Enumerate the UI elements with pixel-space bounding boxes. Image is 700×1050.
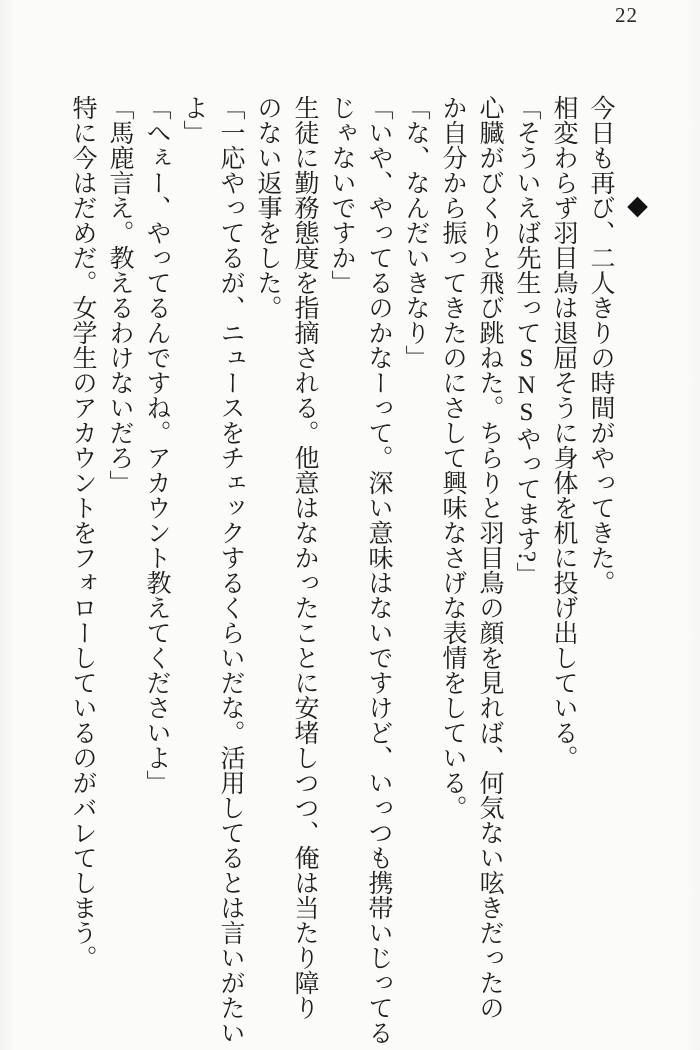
text-column: よ」 [180,95,207,145]
text-column: 「一応やってるが、ニュースをチェックするくらいだな。活用してるとは言いがたい [217,95,244,1045]
vertical-text-area [64,95,656,1047]
text-column: か自分から振ってきたのにさして興味なさげな表情をしている。 [439,95,466,820]
text-column: 「へぇー、やってるんですね。アカウント教えてくださいよ」 [143,95,170,795]
text-column: 相変わらず羽目鳥は退屈そうに身体を机に投げ出している。 [550,95,577,770]
text-column: のない返事をした。 [254,95,281,320]
text-column: 「な、なんだいきなり」 [402,95,429,370]
text-column: 「いや、やってるのかなーって。深い意味はないですけど、いっつも携帯いじってる [365,95,392,1045]
text-column: 特に今はだめだ。女学生のアカウントをフォローしているのがバレてしまう。 [69,95,96,970]
text-column-sns [508,95,545,1047]
section-divider-diamond-icon: ◆ [623,190,653,221]
page-number: 22 [615,3,638,27]
text-column: 「馬鹿言え。教えるわけないだろ」 [106,95,133,495]
sns-line-pre: 「そういえば先生って [513,95,540,345]
text-column: 今日も再び、二人きりの時間がやってきた。 [587,95,614,595]
text-column: 心臓がびくりと飛び跳ねた。ちらりと羽目鳥の顔を見れば、何気ない呟きだったの [476,95,503,1020]
sns-line-latin: SNS [513,345,540,426]
text-column: じゃないですか」 [328,95,355,295]
text-column: 生徒に勤務態度を指摘される。他意はなかったことに安堵しつつ、俺は当たり障り [291,95,318,1020]
sns-line-post: やってます?」 [513,426,540,588]
